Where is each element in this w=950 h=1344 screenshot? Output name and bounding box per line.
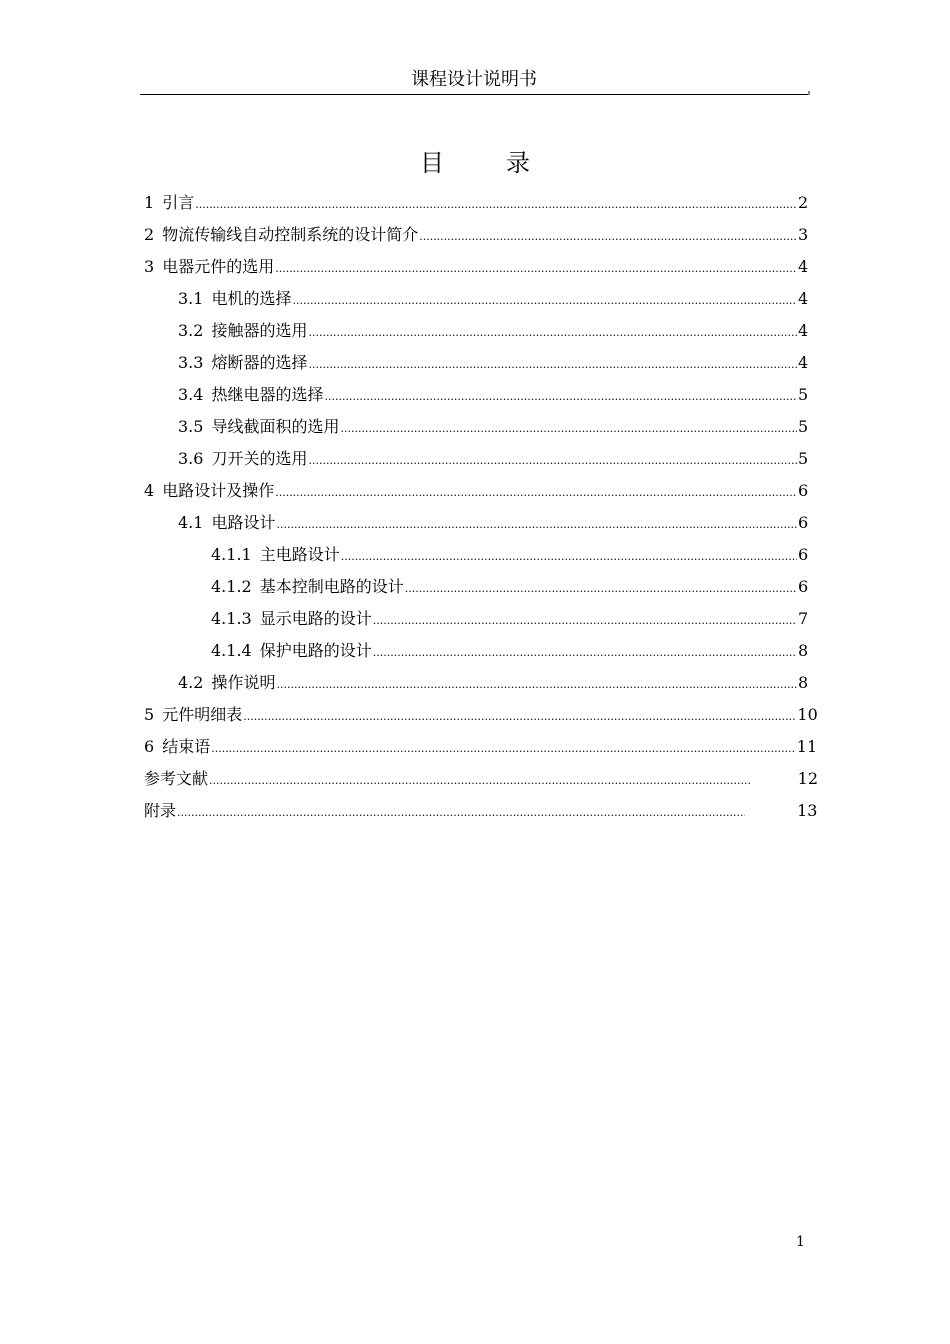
toc-entry-label: 熔断器的选择 [211, 353, 308, 372]
toc-leader-dots [341, 542, 797, 572]
toc-entry-label: 电机的选择 [211, 289, 292, 308]
page-number: 1 [796, 1234, 805, 1250]
toc-entry-label: 电器元件的选用 [162, 257, 275, 276]
toc-entry-page: 8 [798, 673, 809, 692]
toc-entry-number: 4.1.4 [211, 641, 252, 660]
toc-entry-number: 3.6 [178, 449, 204, 468]
toc-entry-page: 13 [797, 801, 818, 820]
toc-entry-page: 4 [798, 353, 809, 372]
toc-entry-number: 6 [144, 737, 155, 756]
toc-entry-page: 6 [798, 577, 809, 596]
toc-entry[interactable] [211, 636, 808, 666]
toc-entry-label: 热继电器的选择 [211, 385, 324, 404]
toc-leader-dots [419, 222, 797, 252]
toc-entry[interactable] [144, 764, 818, 794]
toc-entry-label: 结束语 [162, 737, 211, 756]
toc-entry-page: 5 [798, 417, 809, 436]
toc-leader-dots [275, 478, 797, 508]
toc-entry-page: 6 [798, 545, 809, 564]
toc-entry-page: 4 [798, 257, 809, 276]
toc-entry-number: 4.1.3 [211, 609, 252, 628]
toc-entry-number: 3.1 [178, 289, 204, 308]
toc-entry-label: 主电路设计 [259, 545, 340, 564]
toc-entry[interactable] [144, 796, 818, 826]
toc-entry-page: 11 [796, 737, 818, 756]
toc-entry[interactable] [178, 380, 808, 410]
toc-entry-number: 1 [144, 193, 155, 212]
toc-leader-dots [243, 702, 796, 732]
toc-entry[interactable] [144, 220, 808, 250]
toc-entry-number: 5 [144, 705, 155, 724]
toc-entry-number: 2 [144, 225, 155, 244]
toc-entry-page: 5 [798, 449, 809, 468]
toc-entry-page: 5 [798, 385, 809, 404]
toc-leader-dots [177, 798, 745, 828]
toc-entry-label: 电路设计 [211, 513, 276, 532]
toc-leader-dots [324, 382, 797, 412]
toc-entry-page: 8 [798, 641, 809, 660]
toc-leader-dots [308, 350, 797, 380]
toc-entry-number: 3.4 [178, 385, 204, 404]
toc-leader-dots [373, 638, 797, 668]
toc-leader-dots [195, 190, 797, 220]
toc-entry[interactable] [144, 252, 808, 282]
toc-entry[interactable] [211, 604, 808, 634]
toc-entry-label: 元件明细表 [162, 705, 243, 724]
toc-leader-dots [276, 510, 797, 540]
toc-entry-page: 3 [798, 225, 809, 244]
toc-entry[interactable] [144, 476, 808, 506]
toc-entry-page: 6 [798, 513, 809, 532]
toc-entry-number: 4 [144, 481, 155, 500]
toc-entry-page: 10 [797, 705, 818, 724]
toc-entry-label: 附录 [144, 801, 177, 820]
toc-entry[interactable] [211, 540, 808, 570]
toc-leader-dots [405, 574, 797, 604]
toc-entry-label: 物流传输线自动控制系统的设计简介 [162, 225, 419, 244]
toc-entry-label: 操作说明 [211, 673, 276, 692]
toc-entry-label: 引言 [162, 193, 195, 212]
toc-leader-dots [209, 766, 750, 796]
toc-entry-label: 保护电路的设计 [259, 641, 372, 660]
toc-entry-label: 接触器的选用 [211, 321, 308, 340]
toc-leader-dots [340, 414, 797, 444]
toc-entry-label: 导线截面积的选用 [211, 417, 340, 436]
toc-entry-page: 6 [798, 481, 809, 500]
toc-leader-dots [211, 734, 796, 764]
toc-leader-dots [292, 286, 797, 316]
toc-entry[interactable] [178, 508, 808, 538]
toc-entry[interactable] [211, 572, 808, 602]
toc-entry-number: 3.2 [178, 321, 204, 340]
toc-entry-number: 3 [144, 257, 155, 276]
toc-leader-dots [308, 446, 797, 476]
toc-entry-page: 4 [798, 321, 809, 340]
toc-entry-label: 显示电路的设计 [259, 609, 372, 628]
toc-title: 目录 [420, 149, 592, 177]
toc-entry-page: 12 [797, 769, 818, 788]
toc-entry-page: 7 [798, 609, 809, 628]
toc-entry[interactable] [178, 348, 808, 378]
toc-entry-page: 2 [798, 193, 809, 212]
toc-entry-number: 3.5 [178, 417, 204, 436]
toc-entry-number: 4.2 [178, 673, 204, 692]
toc-entry[interactable] [144, 732, 818, 762]
toc-entry[interactable] [144, 700, 818, 730]
toc-leader-dots [308, 318, 797, 348]
toc-entry[interactable] [178, 412, 808, 442]
toc-entry[interactable] [178, 316, 808, 346]
toc-entry-label: 电路设计及操作 [162, 481, 275, 500]
toc-entry-page: 4 [798, 289, 809, 308]
toc-leader-dots [276, 670, 797, 700]
toc-leader-dots [373, 606, 797, 636]
toc-entry[interactable] [178, 284, 808, 314]
toc-entry-number: 4.1 [178, 513, 204, 532]
toc-entry[interactable] [178, 668, 808, 698]
header-rule-mark [808, 91, 810, 95]
toc-entry-number: 4.1.1 [211, 545, 252, 564]
toc-entry-label: 参考文献 [144, 769, 209, 788]
toc-entry-label: 刀开关的选用 [211, 449, 308, 468]
toc-entry[interactable] [178, 444, 808, 474]
toc-entry-label: 基本控制电路的设计 [259, 577, 404, 596]
toc-entry-number: 4.1.2 [211, 577, 252, 596]
page-header: 课程设计说明书 [140, 66, 808, 95]
toc-entry[interactable] [144, 188, 808, 218]
toc-entry-number: 3.3 [178, 353, 204, 372]
toc-leader-dots [275, 254, 797, 284]
